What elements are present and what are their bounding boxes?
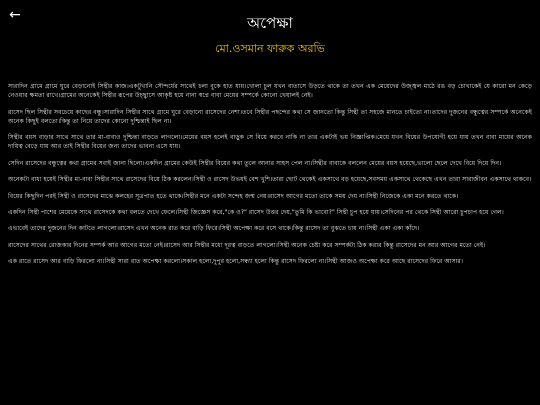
author-name: মো.ওসমান ফারুক অরভি [215,42,325,55]
story-paragraph: এক রাতে রাসেদ আর বাড়ি ফিরলো না।সিন্থী সারা রাত অপেক্ষা করলো।সকাল হলো,দুপুর হলো,সন্ধ্যা হলো কিন্তু রাসেদ ফিরলো না।সিন্থী আজও অপেক্ষা করে আছে রাসেদের ফিরে আসার। [8,258,464,266]
story-paragraph: সারাদিন গ্রামে গ্রামে ঘুরে বেড়ানোই সিন্থীর কাজ।একটুখানি সৌন্দর্যের সাথেই চলা বুকে হাত যায়।খোলা চুল যখন বাতাসে উড়তে থাকে তা তখন এক মেয়েদের উজ্জ্বল মাঠে রঙ বড় চোখাকেই যে কারো মন কেড়ে নেওয়ার ক্ষমতা রাখে।গ্রামের অনেকেই সিন্থীর রূপের উচ্ছ্বাসে আকৃষ্ট হয়ে নানা স্বপ্নে বাবা মেয়ের সম্পর্কে কোনো খেয়ালই নেই। [8,83,532,100]
story-title: অপেক্ষা [247,14,293,32]
story-body [8,82,532,274]
story-paragraph: রাসেদের সাথের রোজকার দিনের সম্পর্ক আর আগের মতো নেই।রাসেদ আর সিন্থীর মধ্যে দূরত্ব বাড়তে লাগলো।সিন্থী অনেক চেষ্টা করে সম্পর্কটা ঠিক করার কিন্তু রাসেদের মন আর আগের মতো নেই। [8,241,486,249]
arrow-left-icon: ← [9,7,21,23]
story-paragraph: বিয়ের কিছুদিন পরই সিন্থী ও রাসেদের মাঝে কলহের সূত্রপাত হতে থাকে।সিন্থীর মনে একটা সন্দেহ জন্ম নেয়।রাসেদ আগের মতো তাকে সময় দেয় না।সিন্থী নিজেকে একা মনে করতে থাকে। [8,192,459,200]
story-paragraph: রাসেদ ছিল সিন্থীর সবচেয়ে কাছের বন্ধু।সারাদিন সিন্থীর সাথে গ্রামে ঘুরে বেড়ানো রাসেদের নেশা।তবে সিন্থীর পছন্দের কথা সে জানতো কিন্তু সিন্থী তা সহজে মানতে চাইতো না।তাদের দুজনের বন্ধুত্বের সম্পর্কে অনেকেই অনেক কিছুই বলতো।কিন্তু তা নিয়ে তাদের কোনো দুশ্চিন্তাই ছিল না। [8,108,532,125]
story-paragraph: অনেকটা বাধ্য হয়েই সিন্থীর মা-বাবা সিন্থীর সাথে রাসেদের বিয়ে ঠিক করলেন।সিন্থী ও রাসেদ উভয়ই বেশ খুশি।তারা ছোট থেকেই একসাথে বড় হয়েছে,সবসময় একসাথে থেকেছে এখন তারা সারাজীবন একসাথে থাকবে। [8,176,532,184]
story-paragraph: সিন্থীর বয়স বাড়ার সাথে সাথে তার মা-বাবাও দুশ্চিন্তা বাড়তে লাগলো।মেয়ের বয়স হলেই বাড়ুক সে বিয়ে করবে নাকি না তার একটাই ভয় নিজ্ঞাপ্তিক।মেয়ে যখন বিয়ের উপযোগী হয়ে যায় তখন বাবা মায়ের অনেক দায়িত্ব বেড়ে যায় আর তাই সিন্থীর বিয়ের জন্য তাদের ভাবনা এসে যায়। [8,134,532,151]
story-paragraph: একদিন সিন্থী পাশের মেয়েকে সাথে রাসেদকে কথা বলতে দেখে ফেলে।সিন্থী জিজ্ঞেস করে,"কে ও?" রাসেদ উত্তর দেয়,"তুমি কি ভাবো?" সিন্থী চুপ হয়ে যায়।সেদিনের পর থেকে সিন্থী আরো চুপচাপ হয়ে গেল। [8,208,504,216]
story-paragraph: সেদিন রাসেদের বন্ধুত্বের কথা গ্রামের সবাই জানা ছিলো।একদিন গ্রামের কেউই সিন্থীর বিয়ের কথা তুলে আনার সাহস পেল না।সিন্থীর বাবাকে বললেন মেয়ের বয়স হয়েছে,ভালো ছেলে দেখে বিয়ে দিয়ে দিন। [8,159,502,167]
story-paragraph: এভাবেই তাদের দুজনের দিন কাটতে লাগলো।রাসেদ এখন অনেক রাত করে বাড়ি ফিরে।সিন্থী অপেক্ষা করে বসে থাকে।কিন্তু রাসেদ তা বুঝতে চায় না।সিন্থী একা একা কাঁদে। [8,225,420,233]
